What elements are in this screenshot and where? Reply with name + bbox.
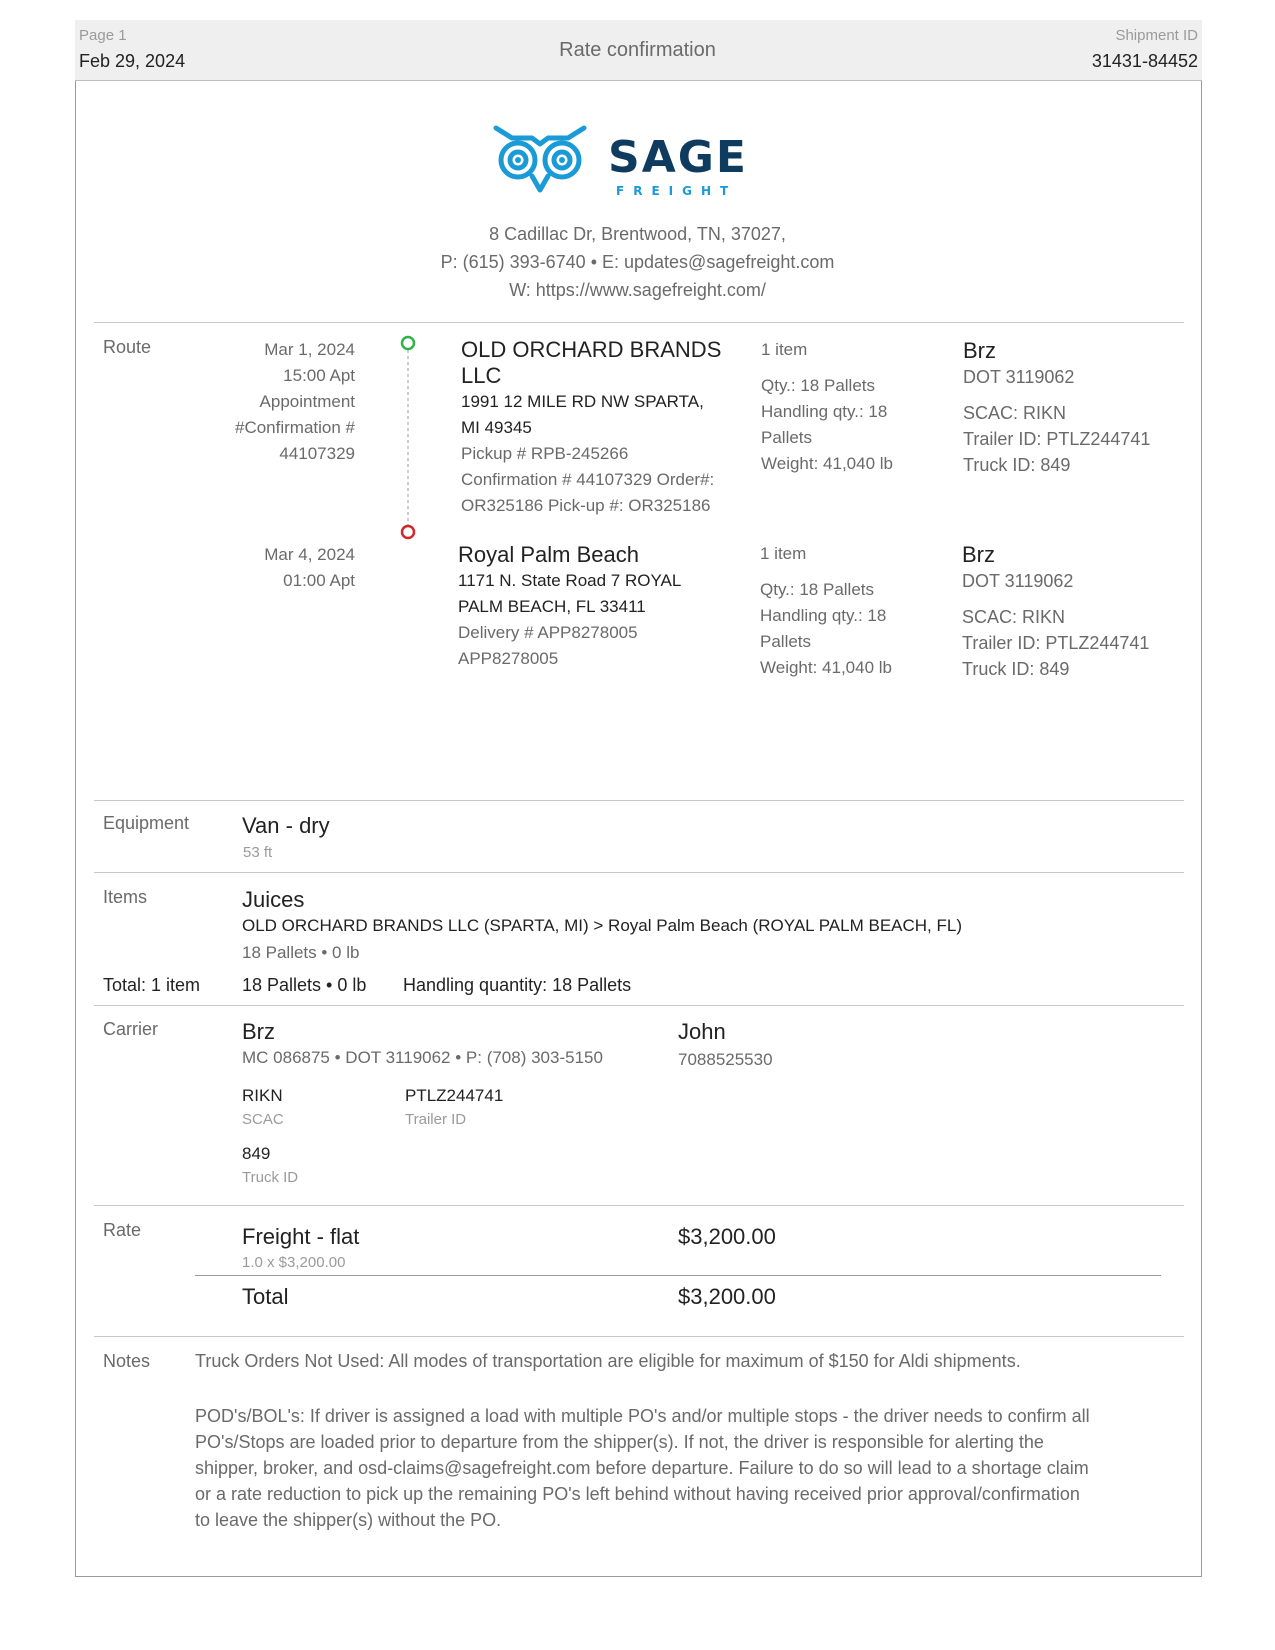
notes-label: Notes [103,1351,151,1371]
stop-1-truck: Truck ID: 849 [963,455,1071,475]
stop-1-schedule [235,337,355,467]
rate-line-amount: $3,200.00 [678,1224,776,1249]
logo-subtitle: FREIGHT [616,184,738,198]
truck-id-value: 849 [242,1144,271,1163]
items-total-handling: Handling quantity: 18 Pallets [403,975,632,995]
item-name: Juices [242,887,305,912]
stop-1-date: Mar 1, 2024 [264,340,355,359]
company-contact: P: (615) 393-6740 • E: updates@sagefreight.com [440,252,835,272]
truck-id-label: Truck ID [242,1169,299,1186]
logo-wordmark: SAGE [608,132,748,183]
item-route: OLD ORCHARD BRANDS LLC (SPARTA, MI) > Royal Palm Beach (ROYAL PALM BEACH, FL) [242,916,963,935]
notes-line: to leave the shipper(s) without the PO. [195,1510,502,1530]
shipment-id: 31431-84452 [1091,51,1198,71]
route-label: Route [103,337,152,357]
stop-1-name-line-1: OLD ORCHARD BRANDS [461,337,722,362]
stop-2-location [458,542,748,672]
stop-1-ref-1: Pickup # RPB-245266 [461,444,629,463]
company-website: W: https://www.sagefreight.com/ [509,280,766,300]
stop-1-weight: Weight: 41,040 lb [761,454,893,473]
rate-total-amount: $3,200.00 [678,1284,776,1309]
stop-1-ref-3: OR325186 Pick-up #: OR325186 [461,496,711,515]
carrier-label: Carrier [103,1019,159,1039]
stop-2-address-line-2: PALM BEACH, FL 33411 [458,597,646,616]
items-total-qty: 18 Pallets • 0 lb [242,975,367,995]
stop-2-ref-1: Delivery # APP8278005 [458,623,638,642]
company-address: 8 Cadillac Dr, Brentwood, TN, 37027, [489,224,786,244]
stop-1-confirmation-number: 44107329 [279,444,355,463]
stop-1-scac: SCAC: RIKN [963,403,1067,423]
route-timeline [398,334,418,540]
notes-line: or a rate reduction to pick up the remaining PO's left behind without having received prior approval/confirmation [195,1484,1080,1504]
stop-1-carrier [963,338,1150,478]
driver-phone: 7088525530 [678,1050,773,1069]
page-label: Page 1 [79,27,127,44]
stop-1-qty: Qty.: 18 Pallets [761,376,876,395]
shipment-id-label: Shipment ID [1115,27,1198,44]
stop-1-carrier-name: Brz [963,338,996,363]
rate-total-label: Total [242,1284,289,1309]
stop-1-ref-2: Confirmation # 44107329 Order#: [461,470,715,489]
document-title: Rate confirmation [559,39,716,61]
stop-2-dot: DOT 3119062 [962,571,1074,591]
stop-1-handling-line-2: Pallets [761,428,813,447]
rate-label: Rate [103,1220,142,1240]
scac-label: SCAC [242,1111,284,1128]
rate-divider [195,1275,1161,1276]
stop-2-date: Mar 4, 2024 [264,545,355,564]
carrier-name: Brz [242,1019,275,1044]
stop-2-ref-2: APP8278005 [458,649,559,668]
stop-2-schedule [264,542,355,594]
stop-2-name: Royal Palm Beach [458,542,639,567]
notes-paragraph-2 [195,1403,1090,1533]
stop-2-item-count: 1 item [760,544,807,563]
stop-1-dot: DOT 3119062 [963,367,1075,387]
stop-1-address-line-1: 1991 12 MILE RD NW SPARTA, [461,392,704,411]
stop-2-truck: Truck ID: 849 [962,659,1070,679]
scac-value: RIKN [242,1086,283,1105]
equipment-type: Van - dry [242,813,330,838]
stop-1-name-line-2: LLC [461,363,502,388]
stop-2-carrier [962,542,1149,682]
stop-2-address-line-1: 1171 N. State Road 7 ROYAL [458,571,682,590]
company-logo [492,124,748,200]
stop-1-trailer: Trailer ID: PTLZ244741 [963,429,1151,449]
stop-2-weight: Weight: 41,040 lb [760,658,892,677]
items-label: Items [103,887,148,907]
stop-1-address-line-2: MI 49345 [461,418,532,437]
stop-2-time: 01:00 Apt [283,571,355,590]
notes-line: POD's/BOL's: If driver is assigned a load with multiple PO's and/or multiple stops - the driver needs to confirm all [195,1406,1090,1426]
equipment-size: 53 ft [243,844,273,861]
stop-2-handling-line-1: Handling qty.: 18 [760,606,887,625]
trailer-id-label: Trailer ID [405,1111,467,1128]
stop-1-handling-line-1: Handling qty.: 18 [761,402,888,421]
stop-1-location [461,337,751,519]
stop-2-handling-line-2: Pallets [760,632,812,651]
pickup-marker-icon [402,337,414,349]
carrier-identifiers: MC 086875 • DOT 3119062 • P: (708) 303-5150 [242,1048,603,1067]
divider [94,1336,1184,1337]
stop-1-item-count: 1 item [761,340,808,359]
divider [94,800,1184,801]
item-detail: 18 Pallets • 0 lb [242,943,360,962]
stop-2-carrier-name: Brz [962,542,995,567]
notes-paragraph-1: Truck Orders Not Used: All modes of transportation are eligible for maximum of $150 for Aldi shipments. [195,1351,1021,1371]
divider [94,1005,1184,1006]
divider [94,322,1184,323]
stop-2-trailer: Trailer ID: PTLZ244741 [962,633,1150,653]
stop-1-appointment: Appointment [259,392,355,411]
stop-2-qty: Qty.: 18 Pallets [760,580,875,599]
items-total-label: Total: 1 item [103,975,201,995]
divider [94,872,1184,873]
rate-line-calc: 1.0 x $3,200.00 [242,1254,346,1271]
stop-1-confirmation-label: #Confirmation # [234,418,355,437]
rate-line-name: Freight - flat [242,1224,360,1249]
trailer-id-value: PTLZ244741 [405,1086,504,1105]
stop-1-freight [761,337,893,477]
stop-1-time: 15:00 Apt [283,366,355,385]
driver-name: John [678,1019,726,1044]
divider [94,1205,1184,1206]
stop-2-scac: SCAC: RIKN [962,607,1066,627]
equipment-label: Equipment [103,813,190,833]
notes-line: PO's/Stops are loaded prior to departure from the shipper(s). If not, the driver is responsible for alerting the [195,1432,1044,1452]
stop-2-freight [760,541,892,681]
delivery-marker-icon [402,526,414,538]
owl-icon [492,124,588,200]
header-date: Feb 29, 2024 [79,51,186,71]
notes-line: shipper, broker, and osd-claims@sagefreight.com before departure. Failure to do so will lead to a shortage claim [195,1458,1089,1478]
